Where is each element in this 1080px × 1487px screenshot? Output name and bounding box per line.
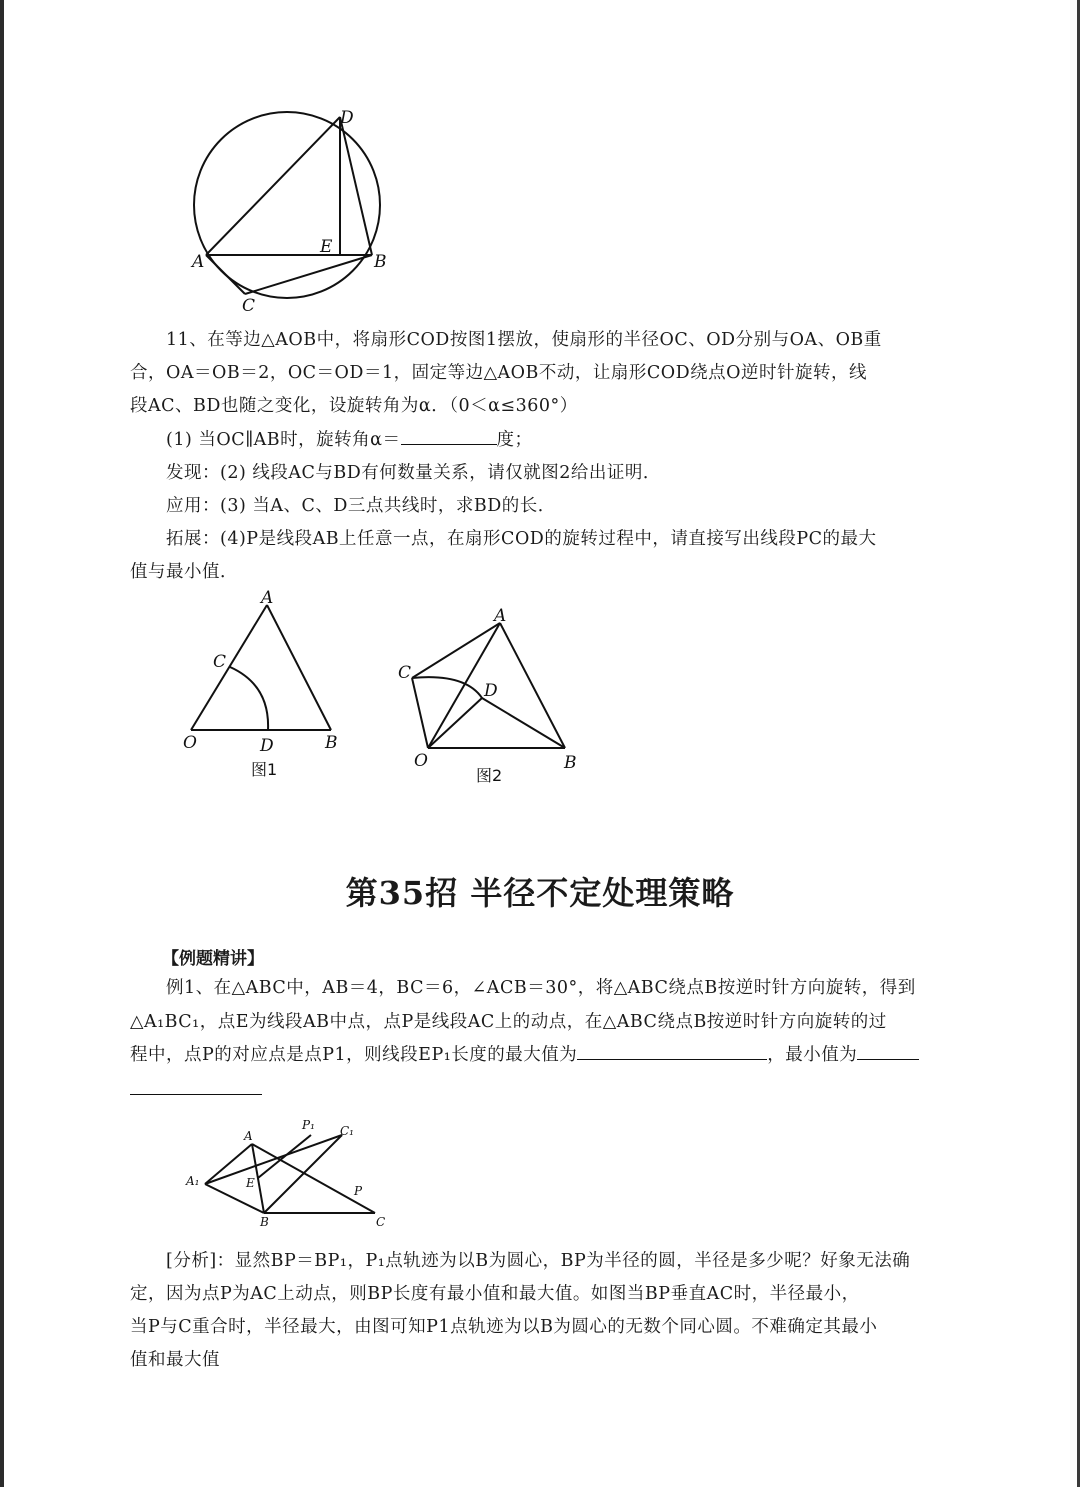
segment-DB bbox=[340, 117, 372, 255]
label-O: O bbox=[414, 751, 428, 771]
label-C: C bbox=[242, 296, 256, 316]
label-D: D bbox=[484, 681, 498, 701]
label-A1: A₁ bbox=[186, 1174, 200, 1188]
figure2-caption: 图2 bbox=[476, 766, 503, 785]
problem11-line2: 合，OA＝OB＝2，OC＝OD＝1，固定等边△AOB不动，让扇形COD绕点O逆时针旋转，线 bbox=[130, 363, 867, 383]
q1-text-after: 度； bbox=[496, 430, 533, 450]
arc-CD bbox=[230, 667, 268, 730]
problem11-line3: 段AC、BD也随之变化，设旋转角为α．（0＜α≤360°） bbox=[130, 396, 578, 416]
label-O: O bbox=[183, 733, 197, 753]
max-answer-blank bbox=[577, 1039, 767, 1060]
segment-A1B bbox=[205, 1184, 264, 1213]
q1-answer-blank bbox=[401, 424, 497, 445]
figure-circle-triangle bbox=[180, 100, 420, 320]
min-answer-blank bbox=[857, 1039, 919, 1060]
problem11-q2: 发现：(2) 线段AC与BD有何数量关系，请仅就图2给出证明． bbox=[166, 463, 661, 483]
label-A: A bbox=[494, 606, 507, 626]
section-heading: 【例题精讲】 bbox=[162, 949, 264, 969]
page-title: 第35招 半径不定处理策略 bbox=[345, 874, 735, 912]
label-C: C bbox=[398, 663, 412, 683]
segment-AD bbox=[206, 117, 340, 255]
label-A: A bbox=[244, 1129, 253, 1143]
min-answer-blank-continued bbox=[130, 1094, 262, 1095]
analysis-line3: 当P与C重合时，半径最大，由图可知P1点轨迹为以B为圆心的无数个同心圆。不难确定其最小 bbox=[130, 1317, 878, 1337]
analysis-line1: [分析]：显然BP＝BP₁，P₁点轨迹为以B为圆心，BP为半径的圆，半径是多少呢？好象无法确 bbox=[166, 1251, 911, 1271]
problem11-q4-line1: 拓展：(4)P是线段AB上任意一点，在扇形COD的旋转过程中，请直接写出线段PC的最大 bbox=[166, 529, 877, 549]
label-E: E bbox=[320, 237, 333, 257]
segment-OA bbox=[191, 605, 267, 730]
label-P: P bbox=[354, 1184, 363, 1198]
problem11-q4-line2: 值与最小值． bbox=[130, 562, 238, 582]
example1-line1: 例1、在△ABC中，AB＝4，BC＝6，∠ACB＝30°，将△ABC绕点B按逆时针方向旋转，得到 bbox=[166, 978, 916, 998]
label-P1: P₁ bbox=[302, 1118, 315, 1132]
label-C: C bbox=[213, 652, 227, 672]
label-C: C bbox=[376, 1215, 386, 1229]
figure-1 bbox=[175, 585, 355, 785]
problem11-q3: 应用：(3) 当A、C、D三点共线时，求BD的长． bbox=[166, 496, 556, 516]
label-E: E bbox=[246, 1176, 255, 1190]
segment-AC bbox=[252, 1144, 375, 1213]
example1-line3 bbox=[130, 1039, 945, 1072]
label-A: A bbox=[192, 252, 205, 272]
analysis-line2: 定，因为点P为AC上动点，则BP长度有最小值和最大值。如图当BP垂直AC时，半径最小， bbox=[130, 1284, 860, 1304]
page-edge-left bbox=[0, 0, 4, 1487]
segment-CO bbox=[412, 678, 428, 748]
segment-OD bbox=[428, 698, 482, 748]
segment-CA bbox=[412, 623, 500, 678]
label-C1: C₁ bbox=[340, 1124, 354, 1138]
figure1-caption: 图1 bbox=[251, 760, 278, 779]
figure-2 bbox=[390, 598, 590, 793]
label-B: B bbox=[260, 1215, 269, 1229]
arc-CD bbox=[412, 677, 482, 698]
example1-line2: △A₁BC₁，点E为线段AB中点，点P是线段AC上的动点，在△ABC绕点B按逆时针方向旋转的过 bbox=[130, 1012, 887, 1032]
analysis-line4: 值和最大值 bbox=[130, 1350, 220, 1370]
segment-AC bbox=[206, 255, 245, 294]
problem11-q1 bbox=[130, 424, 945, 457]
segment-CB bbox=[245, 255, 372, 294]
label-A: A bbox=[261, 588, 274, 608]
q1-text: (1) 当OC∥AB时，旋转角α＝ bbox=[166, 430, 401, 450]
figure-example1 bbox=[180, 1112, 400, 1232]
segment-A1C1 bbox=[205, 1135, 342, 1184]
label-B: B bbox=[325, 733, 338, 753]
problem11-line1: 11、在等边△AOB中，将扇形COD按图1摆放，使扇形的半径OC、OD分别与OA、OB重 bbox=[166, 330, 882, 350]
segment-AB bbox=[267, 605, 331, 730]
example1-text-max: 程中，点P的对应点是点P1，则线段EP₁长度的最大值为 bbox=[130, 1045, 578, 1065]
label-B: B bbox=[564, 753, 577, 773]
label-D: D bbox=[260, 736, 274, 756]
segment-A1A bbox=[205, 1144, 252, 1184]
label-D: D bbox=[340, 108, 354, 128]
label-B: B bbox=[374, 252, 387, 272]
segment-BC1 bbox=[264, 1135, 342, 1213]
example1-text-min: ，最小值为 bbox=[767, 1045, 858, 1065]
